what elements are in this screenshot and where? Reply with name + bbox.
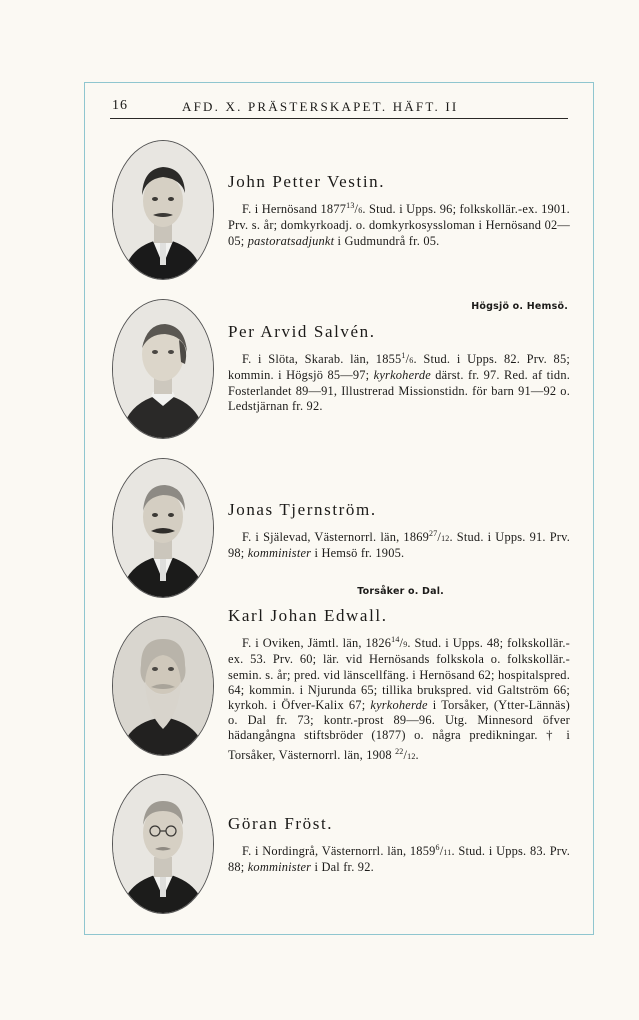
person-bio: F. i Slöta, Skarab. län, 1855$^1$/6. Stud. i Upps. 82. Prv. 85; kommin. i Högsjö 85—97; kyrkoherde därst. fr. 97. Red. af tidn. Fosterlandet 89—91, Illustrerad Missionstidn. för barn 91—92 o. Ledstjärnan fr. 92. [228, 351, 571, 413]
portrait-photo-icon [112, 616, 214, 756]
person-name: John Petter Vestin. [228, 172, 386, 191]
entry-tjernstrom [228, 500, 570, 562]
entry-frost [228, 814, 570, 876]
person-name: Göran Fröst. [228, 814, 334, 833]
portrait-photo-icon [112, 140, 214, 280]
person-bio: F. i Själevad, Västernorrl. län, 1869$^{27}$/12. Stud. i Upps. 91. Prv. 98; komminister i Hemsö fr. 1905. [228, 529, 570, 561]
entry-salven [228, 322, 570, 414]
portrait-photo-icon [112, 458, 214, 598]
person-name: Jonas Tjernström. [228, 500, 377, 519]
parish-heading: Torsåker o. Dal. [357, 586, 444, 597]
page-header [110, 98, 568, 119]
portrait-photo-icon [112, 774, 214, 914]
entry-vestin [228, 172, 570, 249]
running-title: AFD. X. PRÄSTERSKAPET. HÄFT. II [182, 99, 459, 114]
person-bio: F. i Nordingrå, Västernorrl. län, 1859$^6$/11. Stud. i Upps. 83. Prv. 88; komminister i Dal fr. 92. [228, 843, 570, 875]
person-name: Per Arvid Salvén. [228, 322, 376, 341]
parish-heading: Högsjö o. Hemsö. [471, 301, 568, 312]
portrait-photo-icon [112, 299, 214, 439]
page-number: 16 [112, 98, 128, 113]
person-bio: F. i Hernösand 1877$^{13}$/6. Stud. i Upps. 96; folkskollär.-ex. 1901. Prv. s. år; domkyrkoadj. o. domkyrkosyssloman i Hernösand 02—05; pastoratsadjunkt i Gudmundrå fr. 05. [228, 201, 570, 248]
person-bio: F. i Oviken, Jämtl. län, 1826$^{14}$/9. Stud. i Upps. 48; folkskollär.-ex. 53. Prv. 60; lär. vid Hernösands folkskola o. folkskollär.-semin. s. år; pred. vid länscellfäng. i Hernösand 62; hospitalspred. 64; kommin. i Njurunda 65; tillika brukspred. vid Galtström 66; kyrkoh. i Öfver-Kalix 67; kyrkoherde i Torsåker, (Ytter-Lännäs) o. Dal fr. 73; kontr.-prost 89—96. Utg. Minnesord öfver hädangångna stiftsbröder (1877) o. några predikningar. † i Torsåker, Västernorrl. län, 1908 $^{22}$/12. [228, 635, 571, 762]
person-name: Karl Johan Edwall. [228, 606, 388, 625]
entry-edwall [228, 606, 570, 764]
